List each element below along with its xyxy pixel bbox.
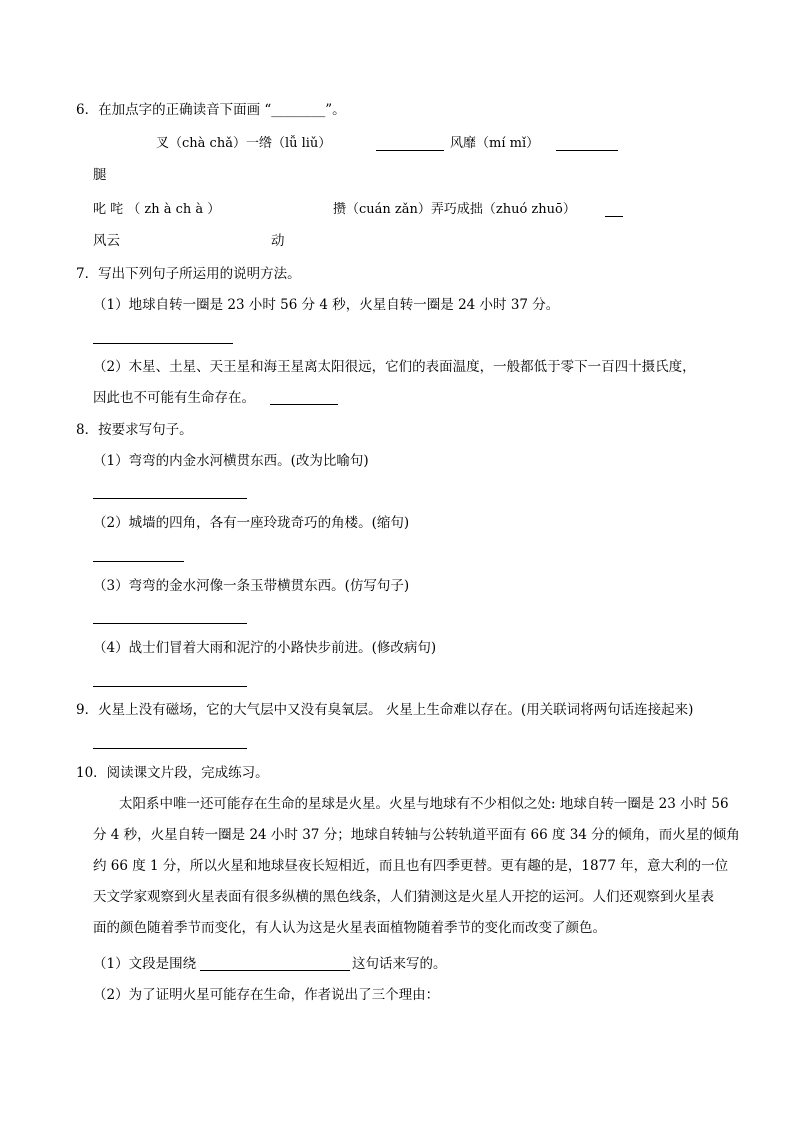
q10-question-2: （2）为了证明火星可能存在生命，作者说出了三个理由： — [93, 987, 440, 1003]
answer-line[interactable] — [93, 343, 233, 344]
q10-question-1a: （1）文段是围绕 — [93, 956, 197, 972]
q8-title: 8．按要求写句子。 — [76, 422, 193, 438]
answer-line[interactable] — [93, 498, 247, 499]
answer-blank[interactable] — [605, 216, 623, 217]
answer-line[interactable] — [93, 686, 247, 687]
answer-line[interactable] — [93, 748, 247, 749]
q9-text: 9．火星上没有磁场，它的大气层中又没有臭氧层。 火星上生命难以存在。(用关联词将两句话连接起来) — [76, 702, 694, 718]
answer-blank[interactable] — [376, 150, 444, 151]
q8-sentence-2: （2）城墙的四角，各有一座玲珑奇巧的角楼。(缩句) — [93, 515, 410, 531]
q7-title: 7．写出下列句子所运用的说明方法。 — [76, 266, 301, 282]
answer-blank[interactable] — [200, 970, 350, 971]
q10-question-1b: 这句话来写的。 — [352, 956, 447, 972]
q6-title: 6．在加点字的正确读音下面画 “________”。 — [76, 102, 346, 118]
q6-row3-text2: 攒（cuán zǎn）弄巧成拙（zhuó zhuō） — [333, 202, 576, 217]
q10-passage-line-5: 面的颜色随着季节而变化，有人认为这是火星表面植物随着季节的变化而改变了颜色。 — [93, 920, 606, 936]
q7-sentence-1: （1）地球自转一圈是 23 小时 56 分 4 秒，火星自转一圈是 24 小时 37 分。 — [93, 297, 560, 313]
q6-row1-text: 叉（chà chǎ）一绺（lǚ liǔ） — [156, 136, 332, 151]
q7-sentence-2b: 因此也不可能有生命存在。 — [93, 390, 255, 406]
q8-sentence-3: （3）弯弯的金水河像一条玉带横贯东西。(仿写句子) — [93, 578, 410, 594]
q8-sentence-4: （4）战士们冒着大雨和泥泞的小路快步前进。(修改病句) — [93, 640, 437, 656]
q10-passage-line-4: 天文学家观察到火星表面有很多纵横的黑色线条，人们猜测这是火星人开挖的运河。人们还观察到火星表 — [93, 889, 714, 905]
q6-row4-text2: 动 — [271, 233, 285, 249]
q10-passage-line-3: 约 66 度 1 分，所以火星和地球昼夜长短相近，而且也有四季更替。更有趣的是，1877 年，意大利的一位 — [93, 858, 729, 874]
q6-row1-text2: 风靡（mí mǐ） — [450, 136, 540, 151]
answer-line[interactable] — [93, 623, 247, 624]
answer-blank[interactable] — [270, 404, 338, 405]
q8-sentence-1: （1）弯弯的内金水河横贯东西。(改为比喻句) — [93, 453, 369, 469]
q7-sentence-2a: （2）木星、土星、天王星和海王星离太阳很远，它们的表面温度，一般都低于零下一百四十摄氏度， — [93, 359, 696, 375]
answer-blank[interactable] — [556, 150, 618, 151]
q6-row4-text: 风云 — [93, 233, 120, 249]
q6-row2-text: 腿 — [93, 167, 107, 183]
q10-title: 10．阅读课文片段，完成练习。 — [76, 765, 269, 781]
q10-passage-line-2: 分 4 秒，火星自转一圈是 24 小时 37 分；地球自转轴与公转轨道平面有 66 度 34 分的倾角，而火星的倾角 — [93, 827, 740, 843]
q6-row3-text: 叱 咤 （ zh à ch à ） — [93, 202, 221, 217]
answer-line[interactable] — [93, 561, 184, 562]
q10-passage-line-1: 太阳系中唯一还可能存在生命的星球是火星。火星与地球有不少相似之处: 地球自转一圈是 23 小时 56 — [119, 796, 729, 812]
